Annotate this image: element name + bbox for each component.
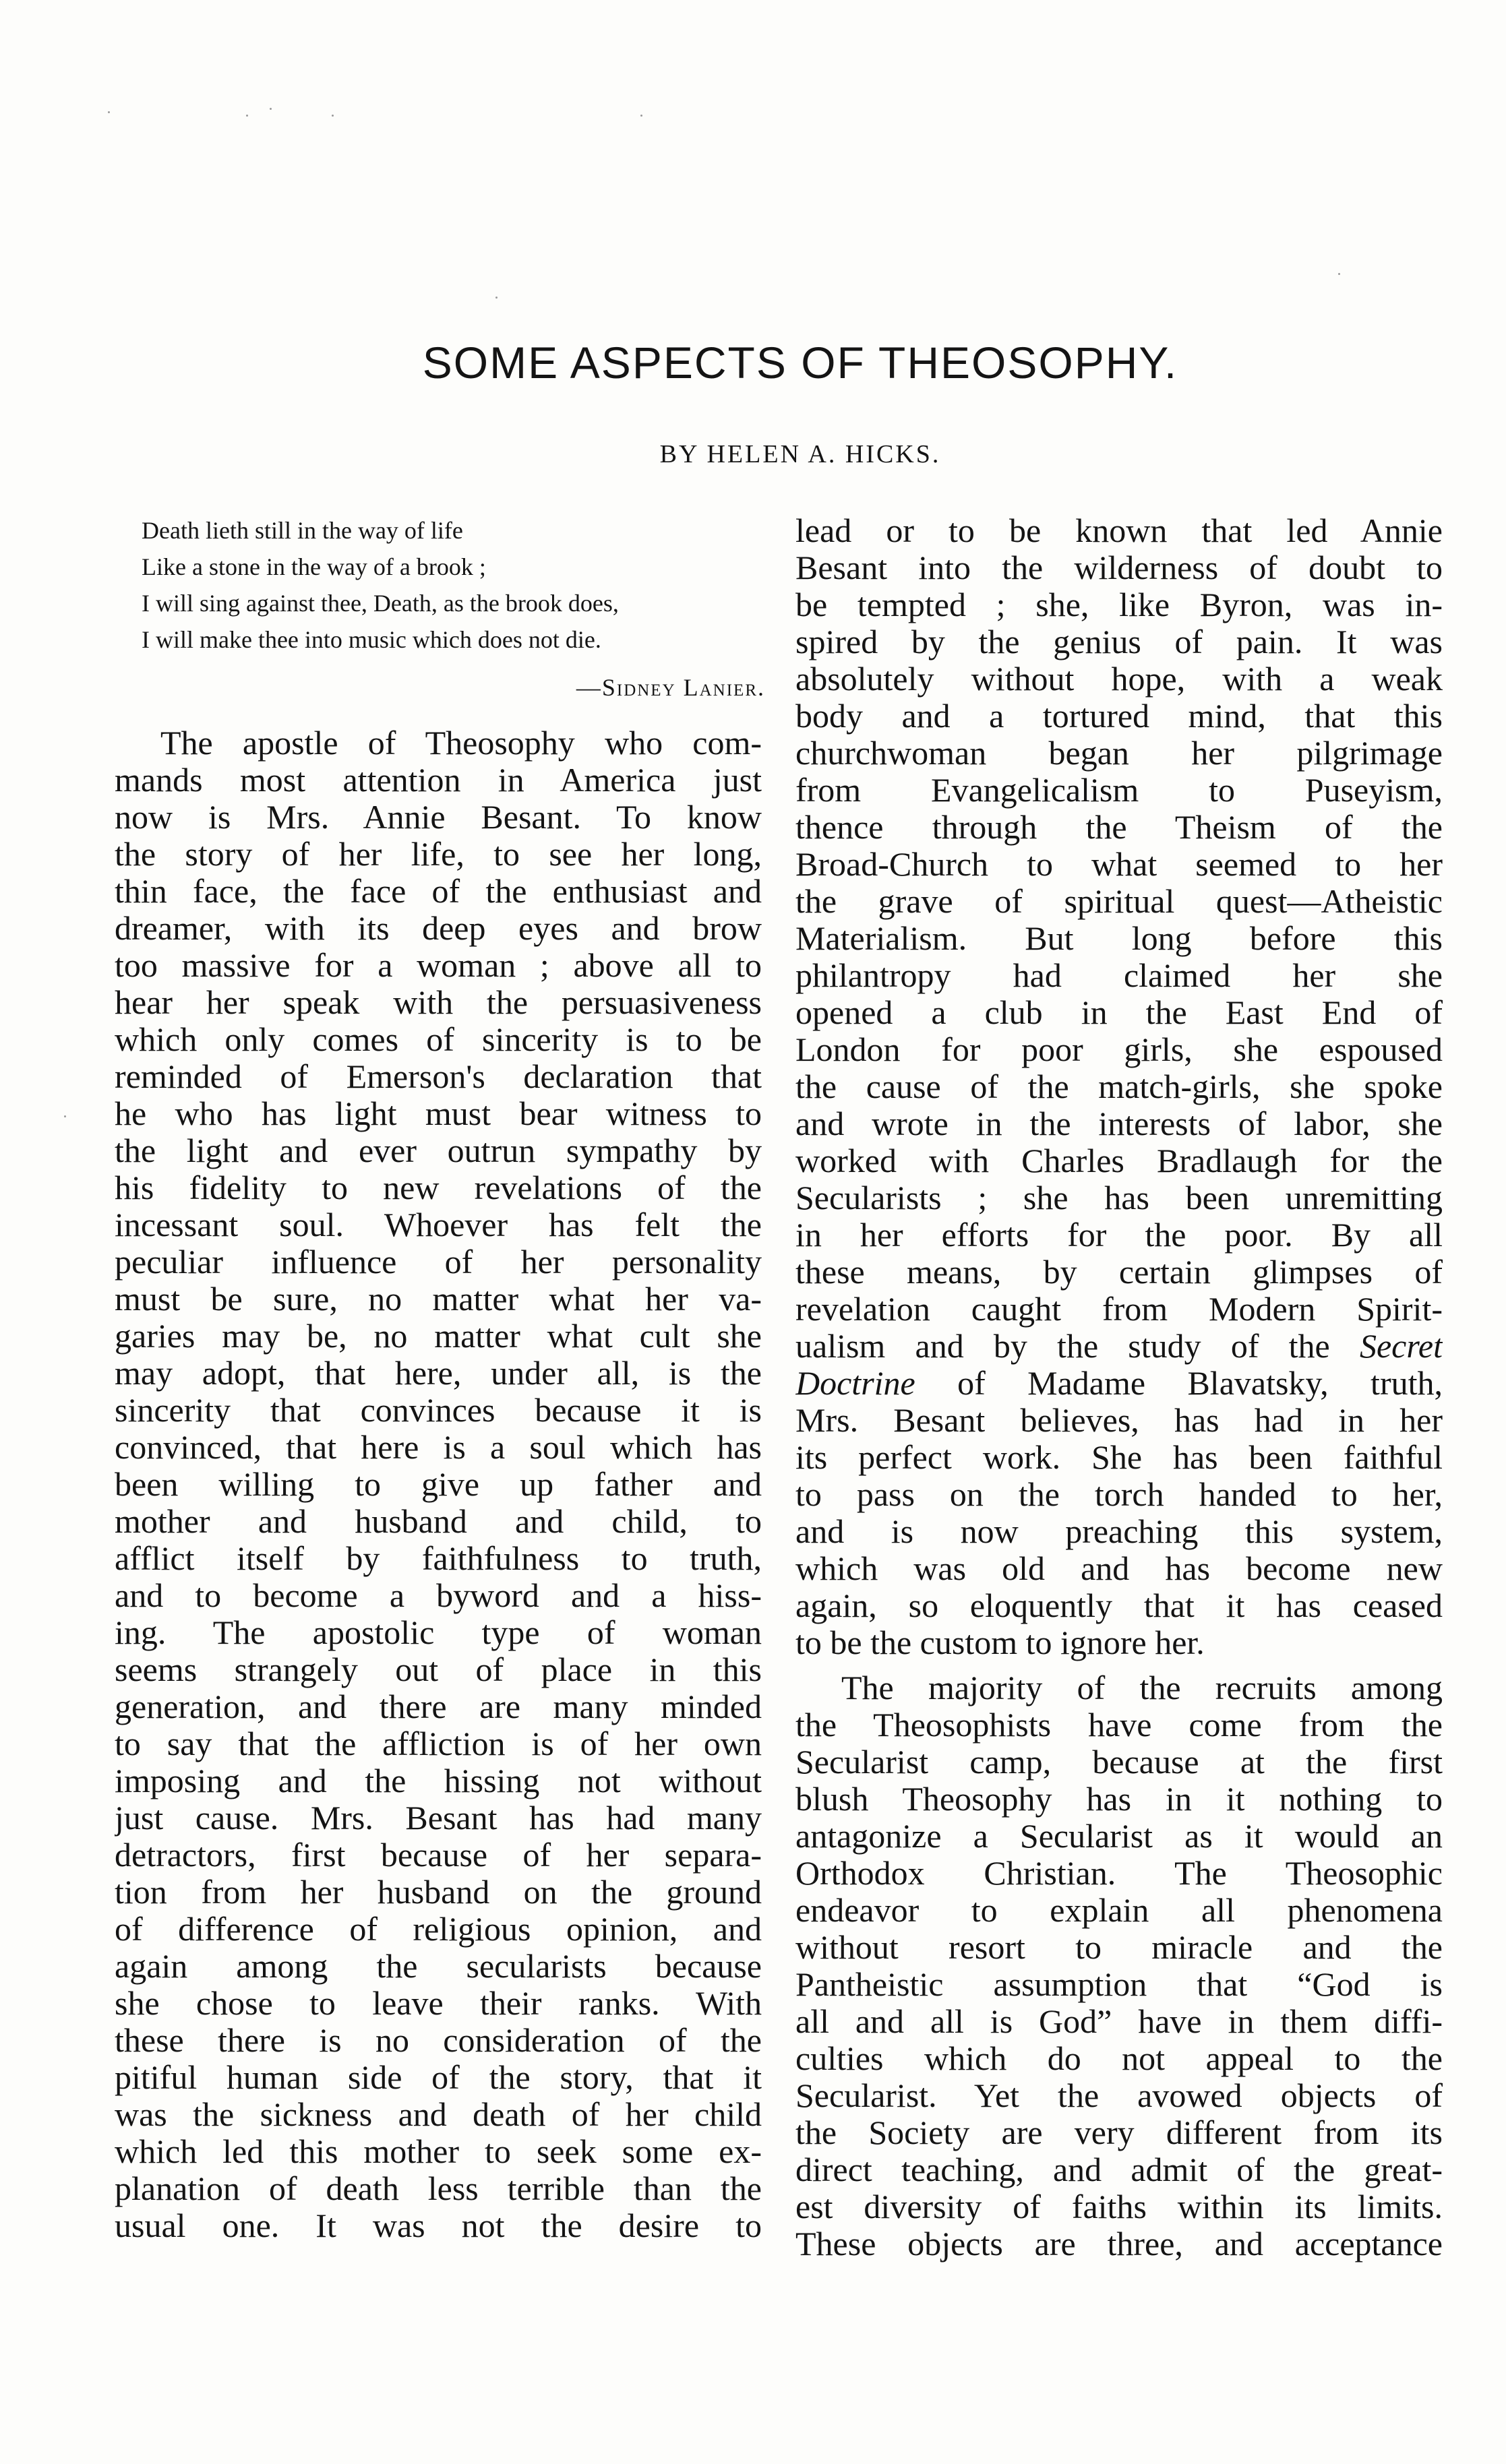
text-line: The majority of the recruits among xyxy=(841,1669,1443,1706)
text-line: mother and husband and child, to xyxy=(115,1503,762,1540)
text-line: sincerity that convinces because it is xyxy=(115,1392,762,1429)
text-line: worked with Charles Bradlaugh for the xyxy=(795,1142,1443,1179)
text-line: London for poor girls, she espoused xyxy=(795,1031,1443,1068)
text-line: detractors, first because of her separa- xyxy=(115,1837,762,1874)
text-line: these there is no consideration of the xyxy=(115,2022,762,2059)
text-line: its perfect work. She has been faithful xyxy=(795,1439,1443,1476)
text-line: Mrs. Besant believes, has had in her xyxy=(795,1402,1443,1439)
text-line: was the sickness and death of her child xyxy=(115,2096,762,2133)
right-column xyxy=(795,512,1443,2262)
text-line: churchwoman began her pilgrimage xyxy=(795,735,1443,772)
text-line: These objects are three, and acceptance xyxy=(795,2225,1443,2262)
text-line: which led this mother to seek some ex- xyxy=(115,2133,762,2170)
text-line: his fidelity to new revelations of the xyxy=(115,1169,762,1206)
text-line: afflict itself by faithfulness to truth, xyxy=(115,1540,762,1577)
text-line: garies may be, no matter what cult she xyxy=(115,1318,762,1355)
text-line: pitiful human side of the story, that it xyxy=(115,2059,762,2096)
text-line: again, so eloquently that it has ceased xyxy=(795,1587,1443,1624)
epigraph-line: I will sing against thee, Death, as the brook does, xyxy=(142,590,619,617)
text-line: and is now preaching this system, xyxy=(795,1513,1443,1550)
text-line: must be sure, no matter what her va- xyxy=(115,1281,762,1318)
italic-title-part: Doctrine xyxy=(795,1365,915,1402)
text-line: spired by the genius of pain. It was xyxy=(795,623,1443,660)
text-line: antagonize a Secularist as it would an xyxy=(795,1818,1443,1855)
text-line: all and all is God” have in them diffi- xyxy=(795,2003,1443,2040)
text-line: again among the secularists because xyxy=(115,1948,762,1985)
text-line: lead or to be known that led Annie xyxy=(795,512,1443,549)
text-line: these means, by certain glimpses of xyxy=(795,1254,1443,1291)
text-line: dreamer, with its deep eyes and brow xyxy=(115,910,762,947)
text-line: the Theosophists have come from the xyxy=(795,1706,1443,1744)
text-segment: ualism and by the study of the xyxy=(795,1328,1330,1365)
epigraph-line: I will make thee into music which does not die. xyxy=(142,626,601,653)
text-line: convinced, that here is a soul which has xyxy=(115,1429,762,1466)
text-line: the cause of the match-girls, she spoke xyxy=(795,1068,1443,1105)
epigraph xyxy=(142,512,765,708)
left-column xyxy=(115,725,762,2244)
text-line: now is Mrs. Annie Besant. To know xyxy=(115,799,762,836)
text-line: usual one. It was not the desire to xyxy=(115,2207,762,2244)
text-line: to be the custom to ignore her. xyxy=(795,1624,1205,1661)
article-title: SOME ASPECTS OF THEOSOPHY. xyxy=(422,338,1178,388)
text-line: ing. The apostolic type of woman xyxy=(115,1614,762,1651)
text-line: The apostle of Theosophy who com- xyxy=(160,725,762,762)
text-line: she chose to leave their ranks. With xyxy=(115,1985,762,2022)
text-segment xyxy=(1330,1328,1360,1365)
text-line: of difference of religious opinion, and xyxy=(115,1911,762,1948)
text-line: be tempted ; she, like Byron, was in- xyxy=(795,586,1443,623)
text-line: and to become a byword and a hiss- xyxy=(115,1577,762,1614)
text-line: Pantheistic assumption that “God is xyxy=(795,1966,1443,2003)
text-line: blush Theosophy has in it nothing to xyxy=(795,1781,1443,1818)
text-line-with-italic xyxy=(795,1365,1443,1402)
text-line: reminded of Emerson's declaration that xyxy=(115,1058,762,1095)
text-line: the light and ever outrun sympathy by xyxy=(115,1132,762,1169)
text-line: from Evangelicalism to Puseyism, xyxy=(795,772,1443,809)
epigraph-line: Death lieth still in the way of life xyxy=(142,517,463,544)
text-line: Besant into the wilderness of doubt to xyxy=(795,549,1443,586)
text-line: which was old and has become new xyxy=(795,1550,1443,1587)
text-line: est diversity of faiths within its limits. xyxy=(795,2188,1443,2225)
text-line: the grave of spiritual quest—Atheistic xyxy=(795,883,1443,920)
text-line: too massive for a woman ; above all to xyxy=(115,947,762,984)
text-line: Materialism. But long before this xyxy=(795,920,1443,957)
text-line: Secularist camp, because at the first xyxy=(795,1744,1443,1781)
text-line: tion from her husband on the ground xyxy=(115,1874,762,1911)
text-line: Secularist. Yet the avowed objects of xyxy=(795,2077,1443,2114)
epigraph-line: Like a stone in the way of a brook ; xyxy=(142,553,486,580)
text-line: may adopt, that here, under all, is the xyxy=(115,1355,762,1392)
text-line: culties which do not appeal to the xyxy=(795,2040,1443,2077)
text-line: without resort to miracle and the xyxy=(795,1929,1443,1966)
text-line: Orthodox Christian. The Theosophic xyxy=(795,1855,1443,1892)
text-line: just cause. Mrs. Besant has had many xyxy=(115,1799,762,1837)
text-line: which only comes of sincerity is to be xyxy=(115,1021,762,1058)
text-line: seems strangely out of place in this xyxy=(115,1651,762,1688)
text-line: absolutely without hope, with a weak xyxy=(795,660,1443,698)
text-line: generation, and there are many minded xyxy=(115,1688,762,1725)
text-line: thin face, the face of the enthusiast and xyxy=(115,873,762,910)
text-line: and wrote in the interests of labor, she xyxy=(795,1105,1443,1142)
text-segment: of Madame Blavatsky, truth, xyxy=(915,1365,1443,1402)
text-line: to pass on the torch handed to her, xyxy=(795,1476,1443,1513)
text-line: body and a tortured mind, that this xyxy=(795,698,1443,735)
article-byline: BY HELEN A. HICKS. xyxy=(659,440,941,468)
text-line: peculiar influence of her personality xyxy=(115,1243,762,1281)
text-line: opened a club in the East End of xyxy=(795,994,1443,1031)
text-line: incessant soul. Whoever has felt the xyxy=(115,1206,762,1243)
text-line: imposing and the hissing not without xyxy=(115,1762,762,1799)
text-line-with-italic xyxy=(795,1328,1443,1365)
epigraph-attribution: —Sidney Lanier. xyxy=(576,674,765,701)
text-line: hear her speak with the persuasiveness xyxy=(115,984,762,1021)
text-line: been willing to give up father and xyxy=(115,1466,762,1503)
text-line: revelation caught from Modern Spirit- xyxy=(795,1291,1443,1328)
text-line: the story of her life, to see her long, xyxy=(115,836,762,873)
text-line: planation of death less terrible than the xyxy=(115,2170,762,2207)
text-line: philantropy had claimed her she xyxy=(795,957,1443,994)
text-line: the Society are very different from its xyxy=(795,2114,1443,2151)
text-line: he who has light must bear witness to xyxy=(115,1095,762,1132)
text-line: direct teaching, and admit of the great- xyxy=(795,2151,1443,2188)
text-line: mands most attention in America just xyxy=(115,762,762,799)
text-line: to say that the affliction is of her own xyxy=(115,1725,762,1762)
italic-title-part: Secret xyxy=(1359,1328,1443,1365)
text-line: Broad-Church to what seemed to her xyxy=(795,846,1443,883)
text-line: in her efforts for the poor. By all xyxy=(795,1216,1443,1254)
text-line: Secularists ; she has been unremitting xyxy=(795,1179,1443,1216)
text-line: endeavor to explain all phenomena xyxy=(795,1892,1443,1929)
text-line: thence through the Theism of the xyxy=(795,809,1443,846)
